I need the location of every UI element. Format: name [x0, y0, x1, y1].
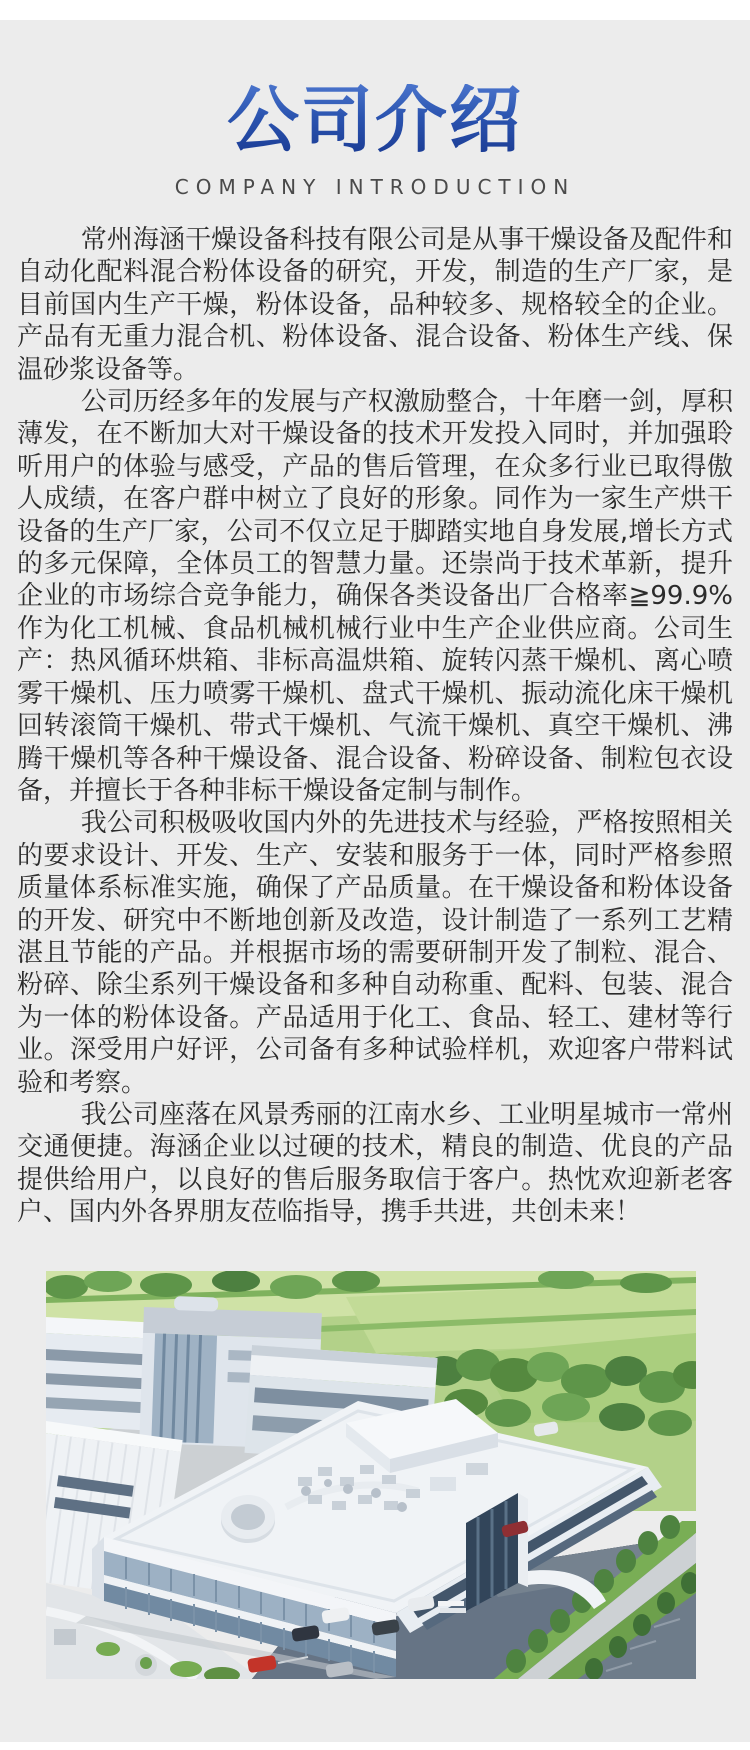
page-subtitle: COMPANY INTRODUCTION	[174, 175, 576, 199]
intro-paragraph: 我公司座落在风景秀丽的江南水乡、工业明星城市一常州交通便捷。海涵企业以过硬的技术，精良的制造、优良的产品提供给用户，以良好的售后服务取信于客户。热忱欢迎新老客户、国内外各界朋友莅临指导，携手共进，共创未来！	[17, 1099, 733, 1228]
page-title: 公司介绍	[0, 84, 750, 156]
content-panel	[0, 20, 750, 1742]
intro-paragraph: 公司历经多年的发展与产权激励整合，十年磨一剑，厚积薄发，在不断加大对干燥设备的技术开发投入同时，并加强聆听用户的体验与感受，产品的售后管理，在众多行业已取得傲人成绩，在客户群中树立了良好的形象。同作为一家生产烘干设备的生产厂家，公司不仅立足于脚踏实地自身发展,增长方式的多元保障，全体员工的智慧力量。还崇尚于技术革新，提升企业的市场综合竞争能力，确保各类设备出厂合格率≧99.9%作为化工机械、食品机械机械行业中生产企业供应商。公司生产：热风循环烘箱、非标高温烘箱、旋转闪蒸干燥机、离心喷雾干燥机、压力喷雾干燥机、盘式干燥机、振动流化床干燥机回转滚筒干燥机、带式干燥机、气流干燥机、真空干燥机、沸腾干燥机等各种干燥设备、混合设备、粉碎设备、制粒包衣设备，并擅长于各种非标干燥设备定制与制作。	[17, 387, 733, 806]
company-introduction-text	[0, 224, 750, 1229]
intro-paragraph: 我公司积极吸收国内外的先进技术与经验，严格按照相关的要求设计、开发、生产、安装和服务于一体，同时严格参照质量体系标准实施，确保了产品质量。在干燥设备和粉体设备的开发、研究中不断地创新及改造，设计制造了一系列工艺精湛且节能的产品。并根据市场的需要研制开发了制粒、混合、粉碎、除尘系列干燥设备和多种自动称重、配料、包装、混合为一体的粉体设备。产品适用于化工、食品、轻工、建材等行业。深受用户好评，公司备有多种试验样机，欢迎客户带料试验和考察。	[17, 808, 733, 1098]
intro-paragraph: 常州海涵干燥设备科技有限公司是从事干燥设备及配件和自动化配料混合粉体设备的研究，开发，制造的生产厂家，是目前国内生产干燥，粉体设备，品种较多、规格较全的企业。产品有无重力混合机、粉体设备、混合设备、粉体生产线、保温砂浆设备等。	[17, 225, 733, 385]
company-campus-photo	[46, 1271, 696, 1679]
